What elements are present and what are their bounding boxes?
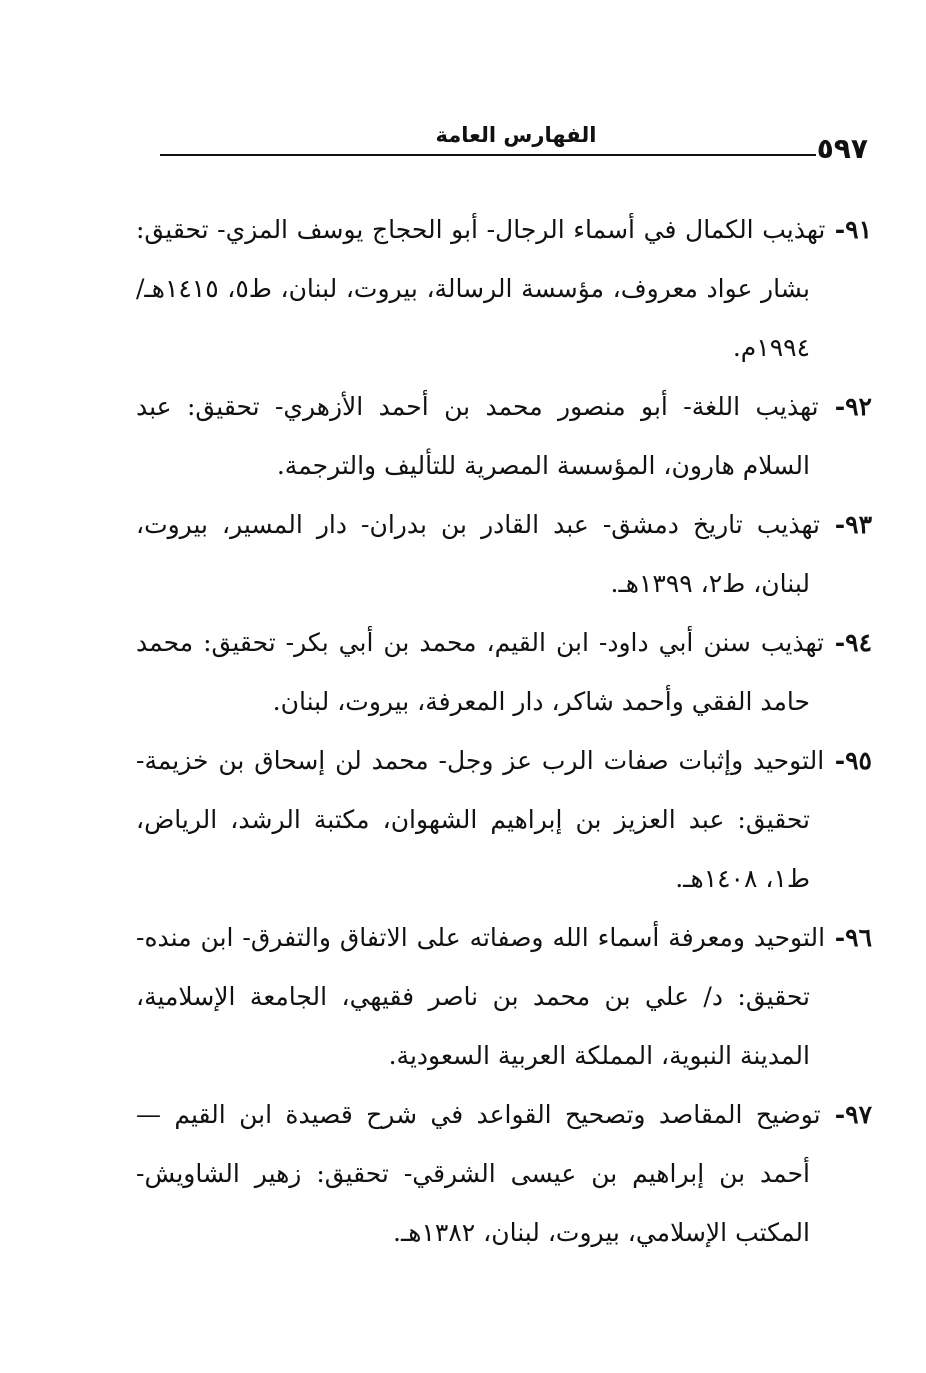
entry-text: تهذيب سنن أبي داود- ابن القيم، محمد بن أبي بكر- تحقيق: محمد حامد الفقي وأحمد شاكر، دار المعرفة، بيروت، لبنان.: [136, 628, 824, 716]
entry-dash: -: [819, 510, 846, 539]
entry-number: ٩٥: [845, 746, 872, 775]
page-number: ٥٩٧: [816, 132, 868, 165]
bibliography-list: [136, 200, 872, 1262]
bibliography-entry: [136, 731, 872, 908]
entry-number: ٩٤: [845, 628, 872, 657]
bibliography-entry: [136, 1085, 872, 1262]
entry-text: التوحيد وإثبات صفات الرب عز وجل- محمد لن إسحاق بن خزيمة- تحقيق: عبد العزيز بن إبراهيم الشهوان، مكتبة الرشد، الرياض، ط١، ١٤٠٨هـ.: [136, 746, 825, 893]
bibliography-entry: [136, 613, 872, 731]
bibliography-entry: [136, 200, 872, 377]
entry-dash: -: [820, 1100, 846, 1129]
bibliography-entry: [136, 495, 872, 613]
entry-text: تهذيب الكمال في أسماء الرجال- أبو الحجاج يوسف المزي- تحقيق: بشار عواد معروف، مؤسسة الرسالة، بيروت، لبنان، ط٥، ١٤١٥هـ/١٩٩٤م.: [136, 215, 826, 362]
entry-text: توضيح المقاصد وتصحيح القواعد في شرح قصيدة ابن القيم — أحمد بن إبراهيم بن عيسى الشرقي- تحقيق: زهير الشاويش- المكتب الإسلامي، بيروت، لبنان، ١٣٨٢هـ.: [136, 1100, 821, 1247]
entry-dash: -: [818, 392, 846, 421]
entry-dash: -: [825, 923, 846, 952]
entry-dash: -: [825, 215, 846, 244]
entry-text: تهذيب اللغة- أبو منصور محمد بن أحمد الأزهري- تحقيق: عبد السلام هارون، المؤسسة المصرية للتأليف والترجمة.: [136, 392, 819, 480]
bibliography-entry: [136, 908, 872, 1085]
page-header: [160, 112, 872, 165]
entry-text: تهذيب تاريخ دمشق- عبد القادر بن بدران- دار المسير، بيروت، لبنان، ط٢، ١٣٩٩هـ.: [136, 510, 820, 598]
entry-number: ٩٦: [845, 923, 872, 952]
entry-dash: -: [824, 628, 846, 657]
entry-number: ٩٢: [845, 392, 872, 421]
entry-dash: -: [824, 746, 846, 775]
entry-text: التوحيد ومعرفة أسماء الله وصفاته على الاتفاق والتفرق- ابن منده- تحقيق: د/ علي بن محمد بن ناصر فقيهي، الجامعة الإسلامية، المدينة النبوية، المملكة العربية السعودية.: [136, 923, 826, 1070]
running-title: الفهارس العامة: [435, 123, 597, 147]
bibliography-entry: [136, 377, 872, 495]
header-rule: [160, 154, 816, 156]
entry-number: ٩٣: [845, 510, 872, 539]
entry-number: ٩١: [845, 215, 872, 244]
entry-number: ٩٧: [845, 1100, 872, 1129]
